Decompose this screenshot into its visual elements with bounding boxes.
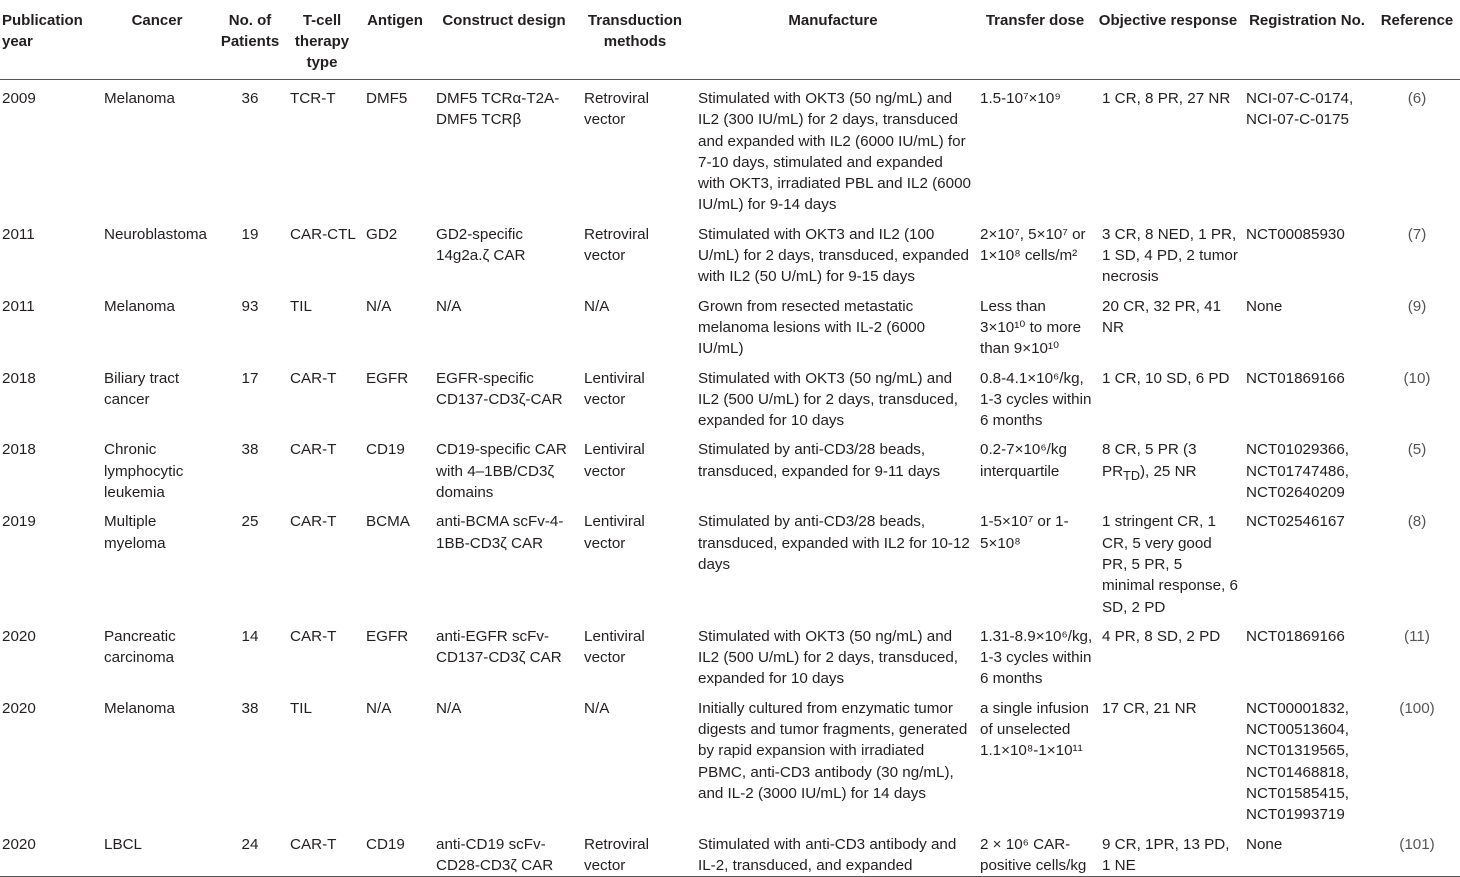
- cell-manufacture: Stimulated with OKT3 (50 ng/mL) and IL2 (500 U/mL) for 2 days, transduced, expanded for 10 days: [698, 369, 959, 430]
- cell-cancer: LBCL: [104, 835, 142, 853]
- cell-cancer: Neuroblastoma: [104, 225, 207, 243]
- cell-dose: 0.8-4.1×10⁶/kg, 1-3 cycles within 6 months: [980, 369, 1092, 430]
- cell-registration: None: [1246, 835, 1283, 853]
- cell-manufacture: Initially cultured from enzymatic tumor digests and tumor fragments, generated by rapid expansion with irradiated PBMC, anti-CD3 antibody (30 ng/mL), and IL-2 (3000 IU/mL) for 14 days: [698, 699, 968, 802]
- cell-response: 1 stringent CR, 1 CR, 5 very good PR, 5 PR, 5 minimal response, 6 SD, 2 PD: [1102, 513, 1238, 616]
- cell-patients: 25: [241, 513, 259, 531]
- cell-type: TIL: [290, 297, 312, 315]
- cell-year: 2018: [2, 369, 36, 387]
- table-row: [0, 80, 1460, 216]
- cell-type: CAR-T: [290, 835, 337, 853]
- cell-construct: DMF5 TCRα-T2A-DMF5 TCRβ: [436, 90, 560, 129]
- cell-registration: NCT00085930: [1246, 225, 1345, 243]
- cell-manufacture: Stimulated by anti-CD3/28 beads, transduced, expanded with IL2 for 10-12 days: [698, 513, 970, 573]
- cell-manufacture: Stimulated with OKT3 (50 ng/mL) and IL2 (300 IU/mL) for 2 days, transduced and expanded with IL2 (6000 IU/mL) for 7-10 days, stimulated and expanded with OKT3, irradiated PBL and IL2 (6000 IU/mL) for 9-14 days: [698, 90, 971, 214]
- cell-patients: 38: [241, 441, 259, 459]
- header-cancer: Cancer: [131, 12, 183, 29]
- cell-year: 2011: [2, 297, 35, 315]
- reference-link[interactable]: (100): [1399, 699, 1435, 717]
- cell-year: 2009: [2, 90, 36, 107]
- cell-manufacture: Grown from resected metastatic melanoma lesions with IL-2 (6000 IU/mL): [698, 297, 926, 358]
- reference-link[interactable]: (6): [1407, 90, 1427, 107]
- cell-type: CAR-T: [290, 441, 337, 459]
- cell-antigen: EGFR: [366, 369, 409, 387]
- reference-link[interactable]: (7): [1407, 225, 1427, 243]
- cell-cancer: Biliary tract cancer: [104, 369, 180, 408]
- cell-response: 4 PR, 8 SD, 2 PD: [1102, 627, 1221, 645]
- cell-antigen: CD19: [366, 835, 405, 853]
- cell-patients: 17: [241, 369, 259, 387]
- cell-registration: NCT01869166: [1246, 369, 1345, 387]
- cell-transduction: Lentiviral vector: [584, 513, 645, 552]
- cell-patients: 93: [241, 297, 259, 315]
- cell-cancer: Melanoma: [104, 90, 175, 107]
- cell-response: 17 CR, 21 NR: [1102, 699, 1197, 717]
- cell-type: CAR-T: [290, 513, 337, 531]
- cell-type: TCR-T: [290, 90, 336, 107]
- cell-dose: 2×10⁷, 5×10⁷ or 1×10⁸ cells/m²: [980, 225, 1086, 265]
- cell-response: 1 CR, 8 PR, 27 NR: [1102, 90, 1231, 107]
- cell-antigen: BCMA: [366, 513, 410, 531]
- cell-type: CAR-CTL: [290, 225, 356, 243]
- cell-registration: NCT00001832, NCT00513604, NCT01319565, NCT01468818, NCT01585415, NCT01993719: [1246, 699, 1350, 824]
- cell-construct: GD2-specific 14g2a.ζ CAR: [436, 225, 526, 265]
- response-tail: ), 25 NR: [1139, 462, 1197, 480]
- cell-registration: NCT01869166: [1246, 627, 1345, 645]
- cell-patients: 38: [241, 699, 259, 717]
- cell-year: 2020: [2, 699, 36, 717]
- cell-manufacture: Stimulated by anti-CD3/28 beads, transduced, expanded for 9-11 days: [698, 441, 941, 480]
- cell-dose: 2 × 10⁶ CAR-positive cells/kg: [980, 835, 1087, 874]
- cell-antigen: DMF5: [366, 90, 408, 107]
- cell-registration: NCI-07-C-0174, NCI-07-C-0175: [1246, 90, 1354, 129]
- cell-response: 20 CR, 32 PR, 41 NR: [1102, 297, 1222, 336]
- cell-year: 2011: [2, 225, 35, 243]
- header-patients: No. of Patients: [220, 12, 280, 50]
- cell-dose: 1-5×10⁷ or 1-5×10⁸: [980, 513, 1069, 552]
- header-manufacture: Manufacture: [788, 12, 878, 29]
- cell-dose: Less than 3×10¹⁰ to more than 9×10¹⁰: [980, 297, 1082, 358]
- cell-transduction: Lentiviral vector: [584, 369, 645, 408]
- cell-transduction: N/A: [584, 699, 610, 717]
- cell-registration: NCT02546167: [1246, 513, 1345, 531]
- cell-dose: 1.31-8.9×10⁶/kg, 1-3 cycles within 6 months: [980, 627, 1093, 688]
- cell-construct: anti-EGFR scFv-CD137-CD3ζ CAR: [436, 627, 562, 667]
- cell-type: TIL: [290, 699, 312, 717]
- cell-dose: a single infusion of unselected 1.1×10⁸-1×10¹¹: [980, 699, 1089, 760]
- reference-link[interactable]: (9): [1407, 297, 1427, 315]
- table-row: [0, 618, 1460, 690]
- header-transduction-methods: Transduction methods: [587, 12, 683, 50]
- header-row: [0, 0, 1460, 80]
- cell-manufacture: Stimulated with OKT3 (50 ng/mL) and IL2 (500 U/mL) for 2 days, transduced, expanded for 10 days: [698, 627, 959, 688]
- cell-year: 2020: [2, 835, 36, 853]
- header-transfer-dose: Transfer dose: [985, 12, 1085, 29]
- cell-cancer: Multiple myeloma: [104, 513, 166, 552]
- cell-antigen: GD2: [366, 225, 398, 243]
- cell-patients: 14: [241, 627, 259, 645]
- header-objective-response: Objective response: [1098, 12, 1238, 29]
- cell-dose: 0.2-7×10⁶/kg interquartile: [980, 441, 1067, 480]
- cell-antigen: N/A: [366, 699, 392, 717]
- cell-type: CAR-T: [290, 369, 337, 387]
- cell-transduction: Retroviral vector: [584, 225, 649, 265]
- reference-link[interactable]: (11): [1404, 627, 1430, 645]
- table-row: [0, 690, 1460, 826]
- cell-construct: CD19-specific CAR with 4–1BB/CD3ζ domains: [436, 441, 567, 502]
- cell-manufacture: Stimulated with OKT3 and IL2 (100 U/mL) for 2 days, transduced, expanded with IL2 (50 U/mL) for 9-15 days: [698, 225, 969, 286]
- cell-response: 9 CR, 1PR, 13 PD, 1 NE: [1102, 835, 1230, 874]
- cell-antigen: N/A: [366, 297, 392, 315]
- cell-year: 2019: [2, 513, 36, 531]
- response-subscript: TD: [1123, 468, 1140, 483]
- cell-patients: 24: [241, 835, 259, 853]
- header-registration-no: Registration No.: [1249, 12, 1365, 29]
- cell-antigen: EGFR: [366, 627, 409, 645]
- cell-registration: NCT01029366, NCT01747486, NCT02640209: [1246, 441, 1350, 502]
- cell-antigen: CD19: [366, 441, 405, 459]
- reference-link[interactable]: (8): [1407, 513, 1427, 531]
- table-row: [0, 288, 1460, 360]
- header-publication-year: Publication year: [2, 12, 83, 50]
- cell-type: CAR-T: [290, 627, 337, 645]
- table-row: [0, 360, 1460, 432]
- cell-cancer: Melanoma: [104, 297, 175, 315]
- header-construct-design: Construct design: [442, 12, 566, 29]
- cell-cancer: Melanoma: [104, 699, 175, 717]
- reference-link[interactable]: (5): [1407, 441, 1427, 459]
- table-row: [0, 216, 1460, 288]
- cell-dose: 1.5-10⁷×10⁹: [980, 90, 1061, 107]
- cell-year: 2020: [2, 627, 36, 645]
- cell-cancer: Pancreatic carcinoma: [104, 627, 176, 667]
- header-reference: Reference: [1380, 12, 1454, 29]
- cell-response: 3 CR, 8 NED, 1 PR, 1 SD, 4 PD, 2 tumor necrosis: [1102, 225, 1238, 286]
- cell-construct: EGFR-specific CD137-CD3ζ-CAR: [436, 369, 563, 408]
- cell-construct: anti-CD19 scFv-CD28-CD3ζ CAR: [436, 835, 554, 874]
- cell-transduction: Lentiviral vector: [584, 627, 645, 667]
- cell-transduction: Lentiviral vector: [584, 441, 645, 480]
- cell-construct: N/A: [436, 297, 462, 315]
- cell-manufacture: Stimulated with anti-CD3 antibody and IL-2, transduced, and expanded: [698, 835, 957, 874]
- cell-patients: 19: [241, 225, 259, 243]
- cell-construct: N/A: [436, 699, 462, 717]
- table-row: [0, 826, 1460, 877]
- reference-link[interactable]: (10): [1403, 369, 1431, 387]
- response-text: 8 CR, 5 PR (3 PR: [1102, 441, 1197, 480]
- cell-transduction: Retroviral vector: [584, 90, 649, 129]
- cell-response: 1 CR, 10 SD, 6 PD: [1102, 369, 1230, 387]
- cell-transduction: N/A: [584, 297, 610, 315]
- header-therapy-type: T-cell therapy type: [294, 12, 350, 71]
- reference-link[interactable]: (101): [1399, 835, 1435, 853]
- cell-construct: anti-BCMA scFv-4-1BB-CD3ζ CAR: [436, 513, 564, 552]
- cell-transduction: Retroviral vector: [584, 835, 649, 874]
- cell-cancer: Chronic lymphocytic leukemia: [104, 441, 184, 502]
- cell-response: [1096, 431, 1240, 503]
- table-row: [0, 503, 1460, 617]
- cell-registration: None: [1246, 297, 1283, 315]
- cell-patients: 36: [241, 90, 259, 107]
- table-row: [0, 431, 1460, 503]
- header-antigen: Antigen: [367, 12, 423, 29]
- cell-year: 2018: [2, 441, 36, 459]
